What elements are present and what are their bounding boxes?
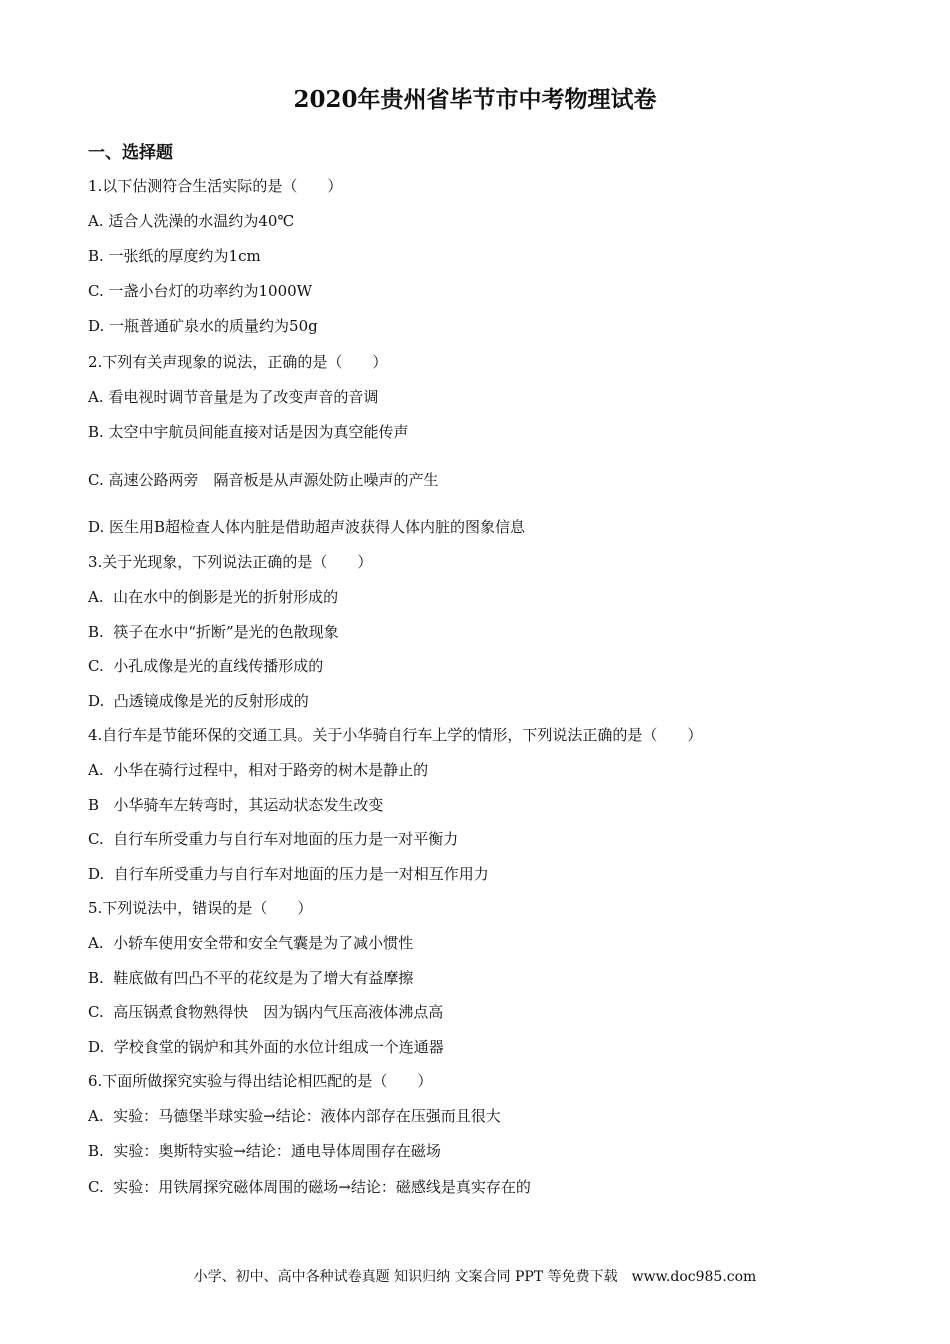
question-2-option-b: B. 太空中宇航员间能直接对话是因为真空能传声 [88,423,409,441]
section-heading: 一、选择题 [88,143,173,163]
question-3-option-a: A. 山在水中的倒影是光的折射形成的 [88,588,339,606]
question-5-option-c: C. 高压锅煮食物熟得快 因为锅内气压高液体沸点高 [88,1003,444,1021]
question-2-option-a: A. 看电视时调节音量是为了改变声音的音调 [88,388,379,406]
question-3-stem: 3.关于光现象，下列说法正确的是（ ） [88,553,373,571]
question-6-option-b: B. 实验：奥斯特实验→结论：通电导体周围存在磁场 [88,1142,441,1160]
question-1-option-d: D. 一瓶普通矿泉水的质量约为50g [88,317,318,335]
question-5-stem: 5.下列说法中，错误的是（ ） [88,899,313,917]
question-4-option-c: C. 自行车所受重力与自行车对地面的压力是一对平衡力 [88,830,459,848]
question-4-option-a: A. 小华在骑行过程中，相对于路旁的树木是静止的 [88,761,429,779]
question-5-option-d: D. 学校食堂的锅炉和其外面的水位计组成一个连通器 [88,1038,444,1056]
question-1-option-b: B. 一张纸的厚度约为1cm [88,247,261,265]
question-2-option-d: D. 医生用B超检查人体内脏是借助超声波获得人体内脏的图象信息 [88,518,526,536]
question-3-option-c: C. 小孔成像是光的直线传播形成的 [88,657,324,675]
question-2-stem: 2.下列有关声现象的说法，正确的是（ ） [88,353,388,371]
page-footer: 小学、初中、高中各种试卷真题 知识归纳 文案合同 PPT 等免费下载 www.doc985.com [193,1269,757,1285]
question-3-option-b: B. 筷子在水中“折断”是光的色散现象 [88,623,339,641]
question-3-option-d: D. 凸透镜成像是光的反射形成的 [88,692,309,710]
question-6-stem: 6.下面所做探究实验与得出结论相匹配的是（ ） [88,1072,433,1090]
question-2-option-c: C. 高速公路两旁 隔音板是从声源处防止噪声的产生 [88,471,439,489]
document-title: 2020年贵州省毕节市中考物理试卷 [293,86,657,113]
question-4-stem: 4.自行车是节能环保的交通工具。关于小华骑自行车上学的情形，下列说法正确的是（ ） [88,726,703,744]
question-1-option-a: A. 适合人洗澡的水温约为40℃ [88,212,295,230]
question-4-option-d: D. 自行车所受重力与自行车对地面的压力是一对相互作用力 [88,865,489,883]
question-1-stem: 1.以下估测符合生活实际的是（ ） [88,177,343,195]
question-5-option-a: A. 小轿车使用安全带和安全气囊是为了减小惯性 [88,934,414,952]
question-6-option-a: A. 实验：马德堡半球实验→结论：液体内部存在压强而且很大 [88,1107,501,1125]
question-5-option-b: B. 鞋底做有凹凸不平的花纹是为了增大有益摩擦 [88,969,414,987]
question-6-option-c: C. 实验：用铁屑探究磁体周围的磁场→结论：磁感线是真实存在的 [88,1178,531,1196]
question-1-option-c: C. 一盏小台灯的功率约为1000W [88,282,313,300]
question-4-option-b: B 小华骑车左转弯时，其运动状态发生改变 [88,796,384,814]
